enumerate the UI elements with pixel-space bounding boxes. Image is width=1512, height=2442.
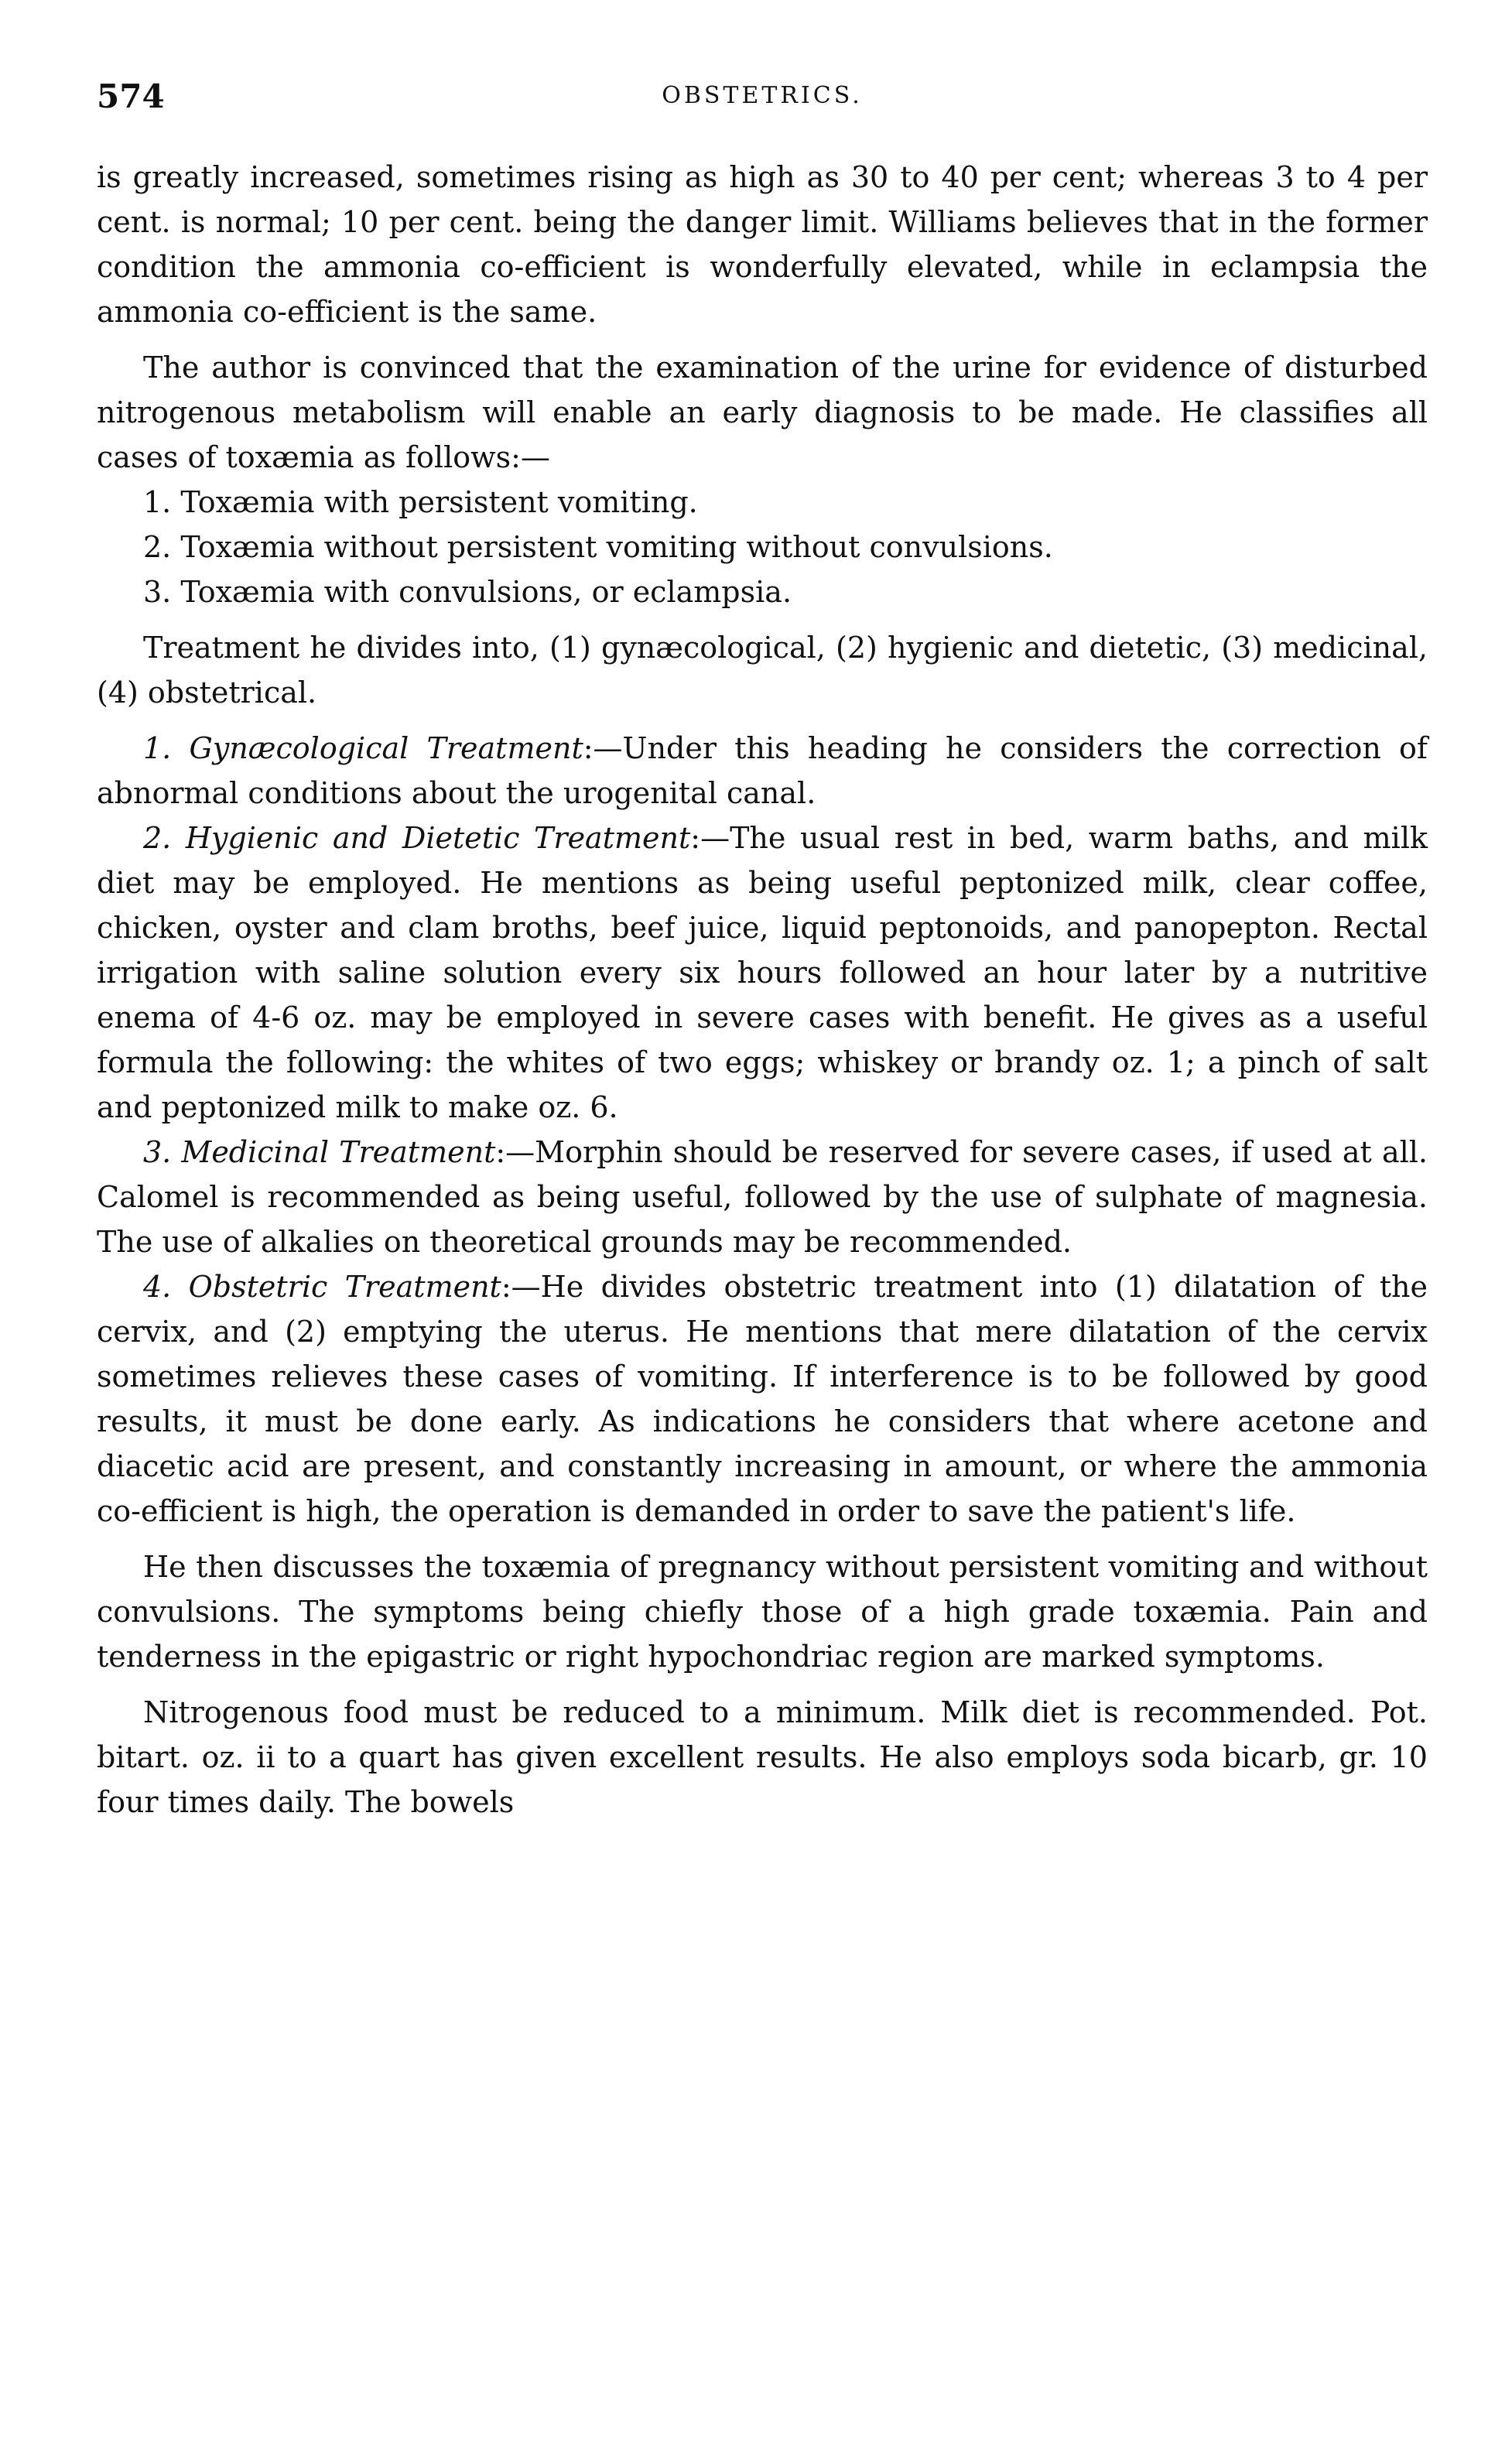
paragraph-treatment-divisions: Treatment he divides into, (1) gynæcological, (2) hygienic and dietetic, (3) medicinal, (4) obstetrical. — [97, 631, 1428, 710]
list-item-3: 3. Toxæmia with convulsions, or eclampsia. — [143, 575, 792, 609]
obstetric-body: :—He divides obstetric treatment into (1) dilatation of the cervix, and (2) emptying the uterus. He mentions that mere dilatation of the cervix sometimes relieves these cases of vomiting. If interference is to be followed by good results, it must be done early. As indications he considers that where acetone and diacetic acid are present, and constantly increasing in amount, or where the ammonia co-efficient is high, the operation is demanded in order to save the patient's life. — [97, 1270, 1428, 1528]
list-item-1: 1. Toxæmia with persistent vomiting. — [143, 485, 698, 519]
medicinal-body: :—Morphin should be reserved for severe cases, if used at all. Calomel is recommended as being useful, followed by the use of sulphate of magnesia. The use of alkalies on theoretical grounds may be recommended. — [97, 1135, 1428, 1259]
body-text — [97, 155, 1428, 1825]
gynaecological-body: :—Under this heading he considers the correction of abnormal conditions about the urogenital canal. — [97, 731, 1428, 810]
paragraph-author-classification: The author is convinced that the examination of the urine for evidence of disturbed nitrogenous metabolism will enable an early diagnosis to be made. He classifies all cases of toxæmia as follows:— — [97, 351, 1428, 474]
page-number: 574 — [97, 77, 165, 115]
paragraph-medicinal-treatment — [97, 1130, 1428, 1264]
medicinal-heading: 3. Medicinal Treatment — [143, 1135, 496, 1169]
paragraph-toxaemia-without-vomiting: He then discusses the toxæmia of pregnancy without persistent vomiting and without convulsions. The symptoms being chiefly those of a high grade toxæmia. Pain and tenderness in the epigastric or right hypochondriac region are marked symptoms. — [97, 1550, 1428, 1674]
paragraph-gynaecological-treatment — [97, 726, 1428, 816]
paragraph-obstetric-treatment — [97, 1264, 1428, 1534]
paragraph-nitrogenous-food: Nitrogenous food must be reduced to a minimum. Milk diet is recommended. Pot. bitart. oz. ii to a quart has given excellent results. He also employs soda bicarb, gr. 10 four times daily. The bowels — [97, 1695, 1428, 1819]
page-header — [97, 77, 1428, 124]
paragraph-hygienic-treatment — [97, 816, 1428, 1130]
running-head: OBSTETRICS. — [662, 82, 863, 109]
paragraph-continuation: is greatly increased, sometimes rising as high as 30 to 40 per cent; whereas 3 to 4 per cent. is normal; 10 per cent. being the danger limit. Williams believes that in the former condition the ammonia co-efficient is wonderfully elevated, while in eclampsia the ammonia co-efficient is the same. — [97, 160, 1428, 329]
hygienic-body: :—The usual rest in bed, warm baths, and milk diet may be employed. He mentions as being useful peptonized milk, clear coffee, chicken, oyster and clam broths, beef juice, liquid peptonoids, and panopepton. Rectal irrigation with saline solution every six hours followed an hour later by a nutritive enema of 4-6 oz. may be employed in severe cases with benefit. He gives as a useful formula the following: the whites of two eggs; whiskey or brandy oz. 1; a pinch of salt and peptonized milk to make oz. 6. — [97, 821, 1428, 1124]
list-item-2: 2. Toxæmia without persistent vomiting without convulsions. — [143, 530, 1053, 564]
obstetric-heading: 4. Obstetric Treatment — [143, 1270, 501, 1304]
gynaecological-heading: 1. Gynæcological Treatment — [143, 731, 583, 765]
hygienic-heading: 2. Hygienic and Dietetic Treatment — [143, 821, 691, 855]
